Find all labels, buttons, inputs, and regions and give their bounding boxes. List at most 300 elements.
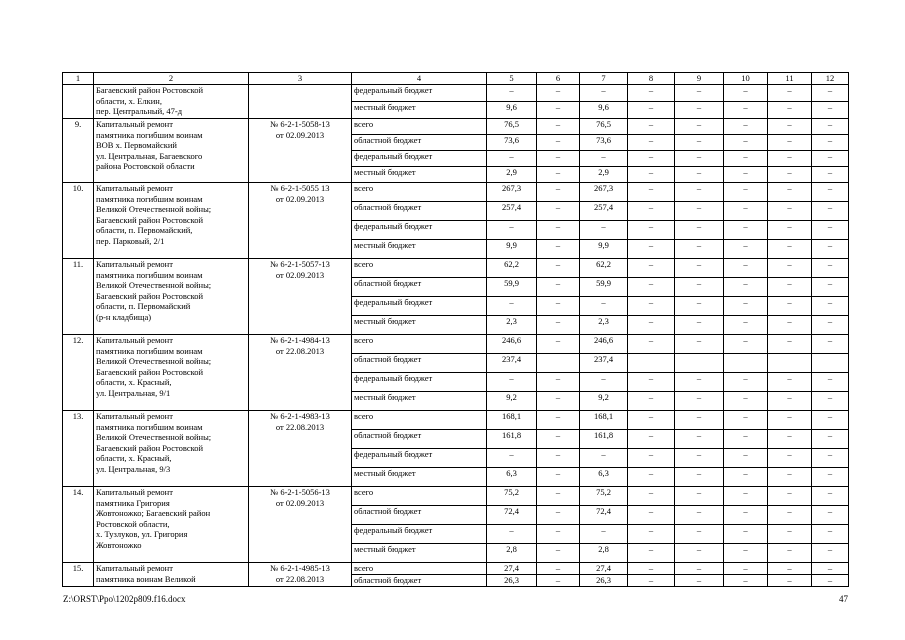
value-cell: – bbox=[812, 449, 849, 468]
value-cell: – bbox=[675, 411, 724, 430]
value-cell: 2,9 bbox=[487, 167, 537, 183]
value-cell: 75,2 bbox=[580, 487, 628, 506]
value-cell: – bbox=[812, 240, 849, 259]
value-cell: – bbox=[675, 563, 724, 575]
value-cell: – bbox=[537, 167, 580, 183]
value-cell: – bbox=[628, 575, 675, 587]
funding-source: всего bbox=[352, 119, 487, 135]
row-number: 15. bbox=[63, 563, 94, 587]
value-cell: – bbox=[812, 183, 849, 202]
value-cell: – bbox=[768, 506, 812, 525]
value-cell: – bbox=[675, 221, 724, 240]
value-cell: – bbox=[812, 202, 849, 221]
table-body bbox=[63, 85, 849, 587]
value-cell: – bbox=[724, 85, 768, 102]
value-cell: – bbox=[724, 102, 768, 119]
value-cell: 62,2 bbox=[487, 259, 537, 278]
expertise-number: № 6-2-1-4983-13 от 22.08.2013 bbox=[249, 411, 352, 487]
value-cell: 73,6 bbox=[580, 135, 628, 151]
value-cell: – bbox=[537, 411, 580, 430]
value-cell: – bbox=[487, 85, 537, 102]
value-cell: – bbox=[812, 297, 849, 316]
value-cell: – bbox=[768, 487, 812, 506]
value-cell: – bbox=[537, 430, 580, 449]
page-number: 47 bbox=[839, 594, 848, 604]
value-cell: – bbox=[628, 525, 675, 544]
value-cell: 9,6 bbox=[580, 102, 628, 119]
object-name: Капитальный ремонт памятника Григория Жовтоножко; Багаевский район Ростовской области, х. Тузлуков, ул. Григория Жовтоножко bbox=[94, 487, 249, 563]
value-cell: – bbox=[675, 575, 724, 587]
value-cell: 27,4 bbox=[487, 563, 537, 575]
value-cell: – bbox=[724, 411, 768, 430]
header-row bbox=[63, 73, 849, 85]
table-row bbox=[63, 411, 849, 430]
value-cell: – bbox=[537, 525, 580, 544]
header-cell: 1 bbox=[63, 73, 94, 85]
value-cell: – bbox=[537, 544, 580, 563]
footer-file-path: Z:\ORST\Ppo\1202p809.f16.docx bbox=[63, 594, 186, 604]
row-number: 10. bbox=[63, 183, 94, 259]
value-cell: 9,9 bbox=[487, 240, 537, 259]
table-row bbox=[63, 119, 849, 135]
value-cell: – bbox=[675, 135, 724, 151]
value-cell: – bbox=[580, 151, 628, 167]
value-cell: – bbox=[675, 430, 724, 449]
funding-source: федеральный бюджет bbox=[352, 525, 487, 544]
value-cell: 257,4 bbox=[580, 202, 628, 221]
value-cell: – bbox=[675, 278, 724, 297]
value-cell: 161,8 bbox=[580, 430, 628, 449]
value-cell: – bbox=[537, 449, 580, 468]
expertise-number: № 6-2-1-5055 13 от 02.09.2013 bbox=[249, 183, 352, 259]
value-cell: – bbox=[768, 221, 812, 240]
value-cell: – bbox=[628, 544, 675, 563]
value-cell: – bbox=[768, 202, 812, 221]
value-cell: 26,3 bbox=[487, 575, 537, 587]
funding-source: областной бюджет bbox=[352, 202, 487, 221]
value-cell bbox=[628, 354, 675, 373]
value-cell: – bbox=[768, 525, 812, 544]
value-cell: – bbox=[487, 297, 537, 316]
value-cell: – bbox=[675, 240, 724, 259]
value-cell: – bbox=[724, 240, 768, 259]
value-cell: – bbox=[675, 183, 724, 202]
value-cell: 267,3 bbox=[487, 183, 537, 202]
value-cell: 72,4 bbox=[580, 506, 628, 525]
header-cell: 6 bbox=[537, 73, 580, 85]
header-cell: 4 bbox=[352, 73, 487, 85]
expertise-number: № 6-2-1-5058-13 от 02.09.2013 bbox=[249, 119, 352, 183]
value-cell: 76,5 bbox=[580, 119, 628, 135]
value-cell: – bbox=[580, 373, 628, 392]
value-cell: – bbox=[812, 119, 849, 135]
value-cell: – bbox=[812, 487, 849, 506]
row-number: 12. bbox=[63, 335, 94, 411]
value-cell: – bbox=[628, 335, 675, 354]
value-cell: – bbox=[724, 487, 768, 506]
funding-source: федеральный бюджет bbox=[352, 151, 487, 167]
table-row bbox=[63, 183, 849, 202]
funding-source: местный бюджет bbox=[352, 316, 487, 335]
value-cell: 161,8 bbox=[487, 430, 537, 449]
value-cell: – bbox=[628, 487, 675, 506]
object-name: Капитальный ремонт памятника погибшим воинам Великой Отечественной войны; Багаевский район Ростовской области, х. Красный, ул. Центральная, 9/1 bbox=[94, 335, 249, 411]
value-cell bbox=[812, 354, 849, 373]
value-cell: – bbox=[768, 544, 812, 563]
value-cell: – bbox=[537, 575, 580, 587]
value-cell: 6,3 bbox=[487, 468, 537, 487]
funding-source: федеральный бюджет bbox=[352, 373, 487, 392]
value-cell: – bbox=[675, 487, 724, 506]
value-cell: – bbox=[675, 119, 724, 135]
value-cell: – bbox=[537, 297, 580, 316]
value-cell: – bbox=[768, 119, 812, 135]
value-cell: – bbox=[812, 167, 849, 183]
value-cell: – bbox=[537, 335, 580, 354]
value-cell: – bbox=[628, 449, 675, 468]
value-cell: – bbox=[812, 373, 849, 392]
value-cell: – bbox=[724, 221, 768, 240]
value-cell: – bbox=[768, 135, 812, 151]
value-cell: – bbox=[724, 392, 768, 411]
row-number: 13. bbox=[63, 411, 94, 487]
value-cell: – bbox=[628, 392, 675, 411]
value-cell: – bbox=[768, 335, 812, 354]
funding-source: областной бюджет bbox=[352, 575, 487, 587]
value-cell: – bbox=[724, 430, 768, 449]
funding-source: местный бюджет bbox=[352, 392, 487, 411]
value-cell: – bbox=[628, 297, 675, 316]
value-cell: – bbox=[628, 278, 675, 297]
value-cell: – bbox=[724, 202, 768, 221]
value-cell: – bbox=[768, 278, 812, 297]
object-name: Капитальный ремонт памятника погибшим воинам ВОВ х. Первомайский ул. Центральная, Багаевского района Ростовской области bbox=[94, 119, 249, 183]
value-cell: – bbox=[537, 487, 580, 506]
funding-source: областной бюджет bbox=[352, 135, 487, 151]
row-number: 11. bbox=[63, 259, 94, 335]
header-cell: 8 bbox=[628, 73, 675, 85]
value-cell: – bbox=[628, 316, 675, 335]
value-cell: 2,8 bbox=[580, 544, 628, 563]
value-cell: 62,2 bbox=[580, 259, 628, 278]
expertise-number: № 6-2-1-4985-13 от 22.08.2013 bbox=[249, 563, 352, 587]
value-cell: – bbox=[675, 392, 724, 411]
value-cell: – bbox=[675, 335, 724, 354]
value-cell: – bbox=[724, 135, 768, 151]
value-cell: – bbox=[812, 430, 849, 449]
value-cell: 75,2 bbox=[487, 487, 537, 506]
value-cell: 27,4 bbox=[580, 563, 628, 575]
value-cell: – bbox=[768, 102, 812, 119]
value-cell: – bbox=[487, 525, 537, 544]
funding-source: всего bbox=[352, 259, 487, 278]
expertise-number bbox=[249, 85, 352, 119]
value-cell: – bbox=[628, 119, 675, 135]
funding-source: всего bbox=[352, 487, 487, 506]
value-cell: – bbox=[812, 85, 849, 102]
value-cell: – bbox=[768, 449, 812, 468]
value-cell: – bbox=[537, 373, 580, 392]
object-name: Капитальный ремонт памятника погибшим воинам Великой Отечественной войны; Багаевский район Ростовской области, п. Первомайский (р-н кладбища) bbox=[94, 259, 249, 335]
value-cell: – bbox=[537, 85, 580, 102]
row-number bbox=[63, 85, 94, 119]
value-cell: – bbox=[768, 563, 812, 575]
value-cell: – bbox=[675, 316, 724, 335]
funding-source: местный бюджет bbox=[352, 240, 487, 259]
header-cell: 10 bbox=[724, 73, 768, 85]
value-cell: – bbox=[580, 221, 628, 240]
value-cell: – bbox=[675, 544, 724, 563]
value-cell: – bbox=[487, 373, 537, 392]
value-cell: – bbox=[675, 506, 724, 525]
value-cell: 2,3 bbox=[487, 316, 537, 335]
header-cell: 12 bbox=[812, 73, 849, 85]
value-cell: 9,9 bbox=[580, 240, 628, 259]
value-cell: – bbox=[724, 167, 768, 183]
value-cell: 237,4 bbox=[580, 354, 628, 373]
value-cell: – bbox=[812, 259, 849, 278]
value-cell: – bbox=[628, 373, 675, 392]
expertise-number: № 6-2-1-5056-13 от 02.09.2013 bbox=[249, 487, 352, 563]
value-cell: – bbox=[675, 373, 724, 392]
value-cell: 59,9 bbox=[487, 278, 537, 297]
value-cell: 6,3 bbox=[580, 468, 628, 487]
funding-source: всего bbox=[352, 411, 487, 430]
value-cell: – bbox=[675, 102, 724, 119]
value-cell: – bbox=[768, 411, 812, 430]
value-cell: – bbox=[724, 278, 768, 297]
value-cell: – bbox=[724, 335, 768, 354]
value-cell: – bbox=[675, 167, 724, 183]
value-cell: 9,6 bbox=[487, 102, 537, 119]
value-cell: – bbox=[675, 525, 724, 544]
funding-source: областной бюджет bbox=[352, 506, 487, 525]
value-cell: – bbox=[487, 449, 537, 468]
header-cell: 5 bbox=[487, 73, 537, 85]
value-cell: – bbox=[537, 221, 580, 240]
value-cell: 2,3 bbox=[580, 316, 628, 335]
value-cell: – bbox=[580, 85, 628, 102]
object-name: Капитальный ремонт памятника воинам Великой bbox=[94, 563, 249, 587]
value-cell: – bbox=[812, 392, 849, 411]
value-cell: 246,6 bbox=[580, 335, 628, 354]
value-cell: – bbox=[628, 183, 675, 202]
header-cell: 9 bbox=[675, 73, 724, 85]
value-cell: – bbox=[768, 259, 812, 278]
expertise-number: № 6-2-1-5057-13 от 02.09.2013 bbox=[249, 259, 352, 335]
value-cell: 72,4 bbox=[487, 506, 537, 525]
table-row bbox=[63, 563, 849, 575]
value-cell: – bbox=[812, 151, 849, 167]
value-cell: 267,3 bbox=[580, 183, 628, 202]
value-cell bbox=[675, 354, 724, 373]
value-cell: – bbox=[628, 468, 675, 487]
value-cell: – bbox=[812, 544, 849, 563]
funding-source: местный бюджет bbox=[352, 468, 487, 487]
value-cell: – bbox=[812, 278, 849, 297]
value-cell: – bbox=[768, 373, 812, 392]
value-cell: – bbox=[628, 102, 675, 119]
value-cell: – bbox=[580, 449, 628, 468]
value-cell: – bbox=[580, 297, 628, 316]
value-cell: – bbox=[628, 151, 675, 167]
value-cell: – bbox=[768, 85, 812, 102]
value-cell: – bbox=[724, 297, 768, 316]
value-cell bbox=[768, 354, 812, 373]
value-cell: – bbox=[628, 221, 675, 240]
value-cell: – bbox=[724, 525, 768, 544]
value-cell: – bbox=[628, 506, 675, 525]
value-cell: – bbox=[675, 259, 724, 278]
value-cell: – bbox=[724, 449, 768, 468]
table-row bbox=[63, 335, 849, 354]
funding-source: всего bbox=[352, 563, 487, 575]
value-cell: – bbox=[537, 316, 580, 335]
value-cell: – bbox=[724, 316, 768, 335]
value-cell: – bbox=[768, 240, 812, 259]
value-cell: – bbox=[675, 85, 724, 102]
funding-source: областной бюджет bbox=[352, 430, 487, 449]
header-cell: 3 bbox=[249, 73, 352, 85]
value-cell: 2,9 bbox=[580, 167, 628, 183]
value-cell: 26,3 bbox=[580, 575, 628, 587]
value-cell: 9,2 bbox=[580, 392, 628, 411]
value-cell: – bbox=[812, 411, 849, 430]
value-cell: – bbox=[580, 525, 628, 544]
value-cell: – bbox=[724, 563, 768, 575]
budget-table bbox=[62, 72, 849, 587]
value-cell bbox=[724, 354, 768, 373]
value-cell: – bbox=[628, 167, 675, 183]
value-cell: – bbox=[812, 575, 849, 587]
value-cell: – bbox=[537, 102, 580, 119]
value-cell: – bbox=[768, 575, 812, 587]
value-cell: – bbox=[724, 151, 768, 167]
value-cell: – bbox=[768, 151, 812, 167]
value-cell: – bbox=[812, 102, 849, 119]
value-cell: – bbox=[487, 221, 537, 240]
value-cell: – bbox=[812, 506, 849, 525]
funding-source: местный бюджет bbox=[352, 102, 487, 119]
value-cell: – bbox=[628, 202, 675, 221]
value-cell: – bbox=[628, 563, 675, 575]
value-cell: – bbox=[537, 278, 580, 297]
value-cell: – bbox=[628, 259, 675, 278]
value-cell: – bbox=[675, 297, 724, 316]
funding-source: федеральный бюджет bbox=[352, 297, 487, 316]
value-cell: 246,6 bbox=[487, 335, 537, 354]
value-cell: – bbox=[537, 183, 580, 202]
value-cell: 9,2 bbox=[487, 392, 537, 411]
object-name: Капитальный ремонт памятника погибшим воинам Великой Отечественной войны; Багаевский район Ростовской области, х. Красный, ул. Центральная, 9/3 bbox=[94, 411, 249, 487]
value-cell: – bbox=[537, 202, 580, 221]
table-row bbox=[63, 259, 849, 278]
value-cell: – bbox=[768, 167, 812, 183]
value-cell: – bbox=[487, 151, 537, 167]
table-row bbox=[63, 85, 849, 102]
funding-source: всего bbox=[352, 335, 487, 354]
value-cell: – bbox=[675, 202, 724, 221]
value-cell: – bbox=[812, 221, 849, 240]
row-number: 9. bbox=[63, 119, 94, 183]
funding-source: федеральный бюджет bbox=[352, 221, 487, 240]
funding-source: федеральный бюджет bbox=[352, 449, 487, 468]
value-cell: – bbox=[768, 392, 812, 411]
value-cell: – bbox=[537, 135, 580, 151]
value-cell: – bbox=[768, 430, 812, 449]
value-cell: – bbox=[628, 240, 675, 259]
expertise-number: № 6-2-1-4984-13 от 22.08.2013 bbox=[249, 335, 352, 411]
value-cell: – bbox=[537, 506, 580, 525]
value-cell: – bbox=[724, 575, 768, 587]
value-cell: – bbox=[724, 544, 768, 563]
value-cell: – bbox=[724, 183, 768, 202]
value-cell: 76,5 bbox=[487, 119, 537, 135]
value-cell: – bbox=[628, 85, 675, 102]
funding-source: федеральный бюджет bbox=[352, 85, 487, 102]
value-cell: – bbox=[537, 151, 580, 167]
value-cell: 168,1 bbox=[580, 411, 628, 430]
value-cell: 59,9 bbox=[580, 278, 628, 297]
header-cell: 11 bbox=[768, 73, 812, 85]
funding-source: областной бюджет bbox=[352, 278, 487, 297]
value-cell: – bbox=[537, 240, 580, 259]
value-cell: – bbox=[537, 392, 580, 411]
value-cell: – bbox=[768, 316, 812, 335]
value-cell: – bbox=[537, 119, 580, 135]
value-cell: – bbox=[812, 563, 849, 575]
value-cell: – bbox=[768, 183, 812, 202]
value-cell: – bbox=[628, 430, 675, 449]
value-cell: – bbox=[724, 468, 768, 487]
value-cell: – bbox=[812, 135, 849, 151]
value-cell: – bbox=[724, 506, 768, 525]
value-cell: – bbox=[537, 468, 580, 487]
header-cell: 7 bbox=[580, 73, 628, 85]
value-cell: – bbox=[724, 373, 768, 392]
value-cell: – bbox=[628, 411, 675, 430]
table-row bbox=[63, 487, 849, 506]
funding-source: областной бюджет bbox=[352, 354, 487, 373]
value-cell: – bbox=[812, 335, 849, 354]
value-cell: – bbox=[724, 259, 768, 278]
value-cell: – bbox=[537, 563, 580, 575]
funding-source: местный бюджет bbox=[352, 544, 487, 563]
value-cell: – bbox=[812, 525, 849, 544]
value-cell: 168,1 bbox=[487, 411, 537, 430]
object-name: Багаевский район Ростовской области, х. Елкин, пер. Центральный, 47-д bbox=[94, 85, 249, 119]
object-name: Капитальный ремонт памятника погибшим воинам Великой Отечественной войны; Багаевский район Ростовской области, п. Первомайский, пер. Парковый, 2/1 bbox=[94, 183, 249, 259]
value-cell: – bbox=[675, 449, 724, 468]
value-cell: 237,4 bbox=[487, 354, 537, 373]
value-cell: 73,6 bbox=[487, 135, 537, 151]
funding-source: местный бюджет bbox=[352, 167, 487, 183]
value-cell: – bbox=[768, 468, 812, 487]
value-cell bbox=[537, 354, 580, 373]
value-cell: – bbox=[675, 468, 724, 487]
value-cell: – bbox=[675, 151, 724, 167]
value-cell: – bbox=[724, 119, 768, 135]
value-cell: – bbox=[812, 316, 849, 335]
value-cell: 257,4 bbox=[487, 202, 537, 221]
row-number: 14. bbox=[63, 487, 94, 563]
value-cell: – bbox=[812, 468, 849, 487]
value-cell: – bbox=[768, 297, 812, 316]
value-cell: – bbox=[537, 259, 580, 278]
header-cell: 2 bbox=[94, 73, 249, 85]
value-cell: – bbox=[628, 135, 675, 151]
value-cell: 2,8 bbox=[487, 544, 537, 563]
